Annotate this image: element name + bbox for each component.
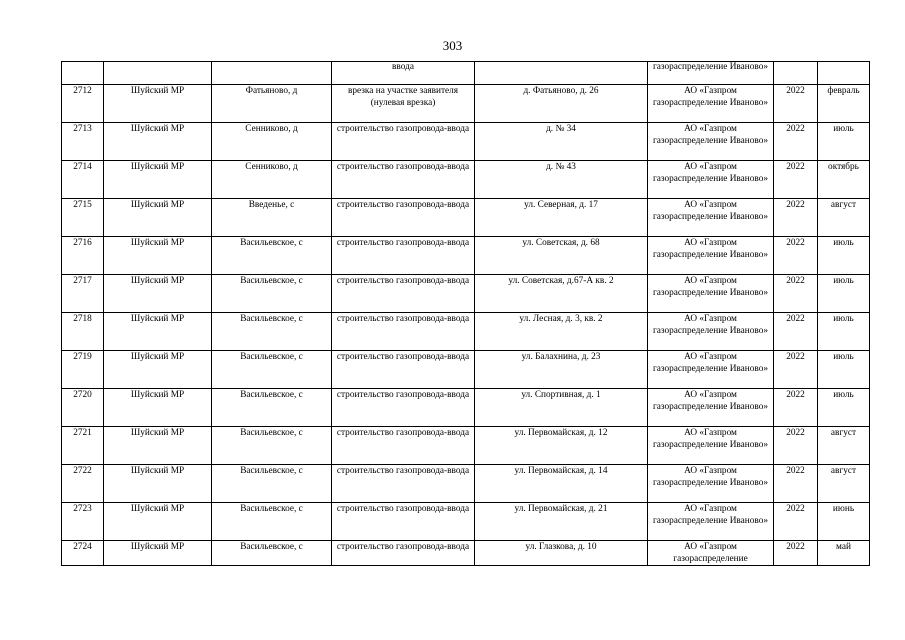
cell-district — [104, 62, 212, 85]
cell-year: 2022 — [774, 541, 818, 566]
cell-work-type: строительство газопровода-ввода — [332, 427, 475, 465]
table-row — [62, 427, 870, 465]
table-row — [62, 465, 870, 503]
cell-work-type: строительство газопровода-ввода — [332, 237, 475, 275]
cell-district: Шуйский МР — [104, 427, 212, 465]
cell-work-type: строительство газопровода-ввода — [332, 275, 475, 313]
cell-locality: Сенниково, д — [212, 123, 332, 161]
cell-address: ул. Северная, д. 17 — [475, 199, 648, 237]
cell-work-type: врезка на участке заявителя (нулевая врезка) — [332, 85, 475, 123]
cell-num: 2715 — [62, 199, 104, 237]
table-row — [62, 275, 870, 313]
cell-year: 2022 — [774, 503, 818, 541]
cell-district: Шуйский МР — [104, 275, 212, 313]
cell-num: 2714 — [62, 161, 104, 199]
cell-org: АО «Газпром газораспределение Иваново» — [648, 389, 774, 427]
cell-month: февраль — [818, 85, 870, 123]
cell-address — [475, 62, 648, 85]
cell-month: август — [818, 199, 870, 237]
table-row — [62, 541, 870, 566]
cell-org: АО «Газпром газораспределение Иваново» — [648, 199, 774, 237]
table-row — [62, 351, 870, 389]
cell-org: газораспределение Иваново» — [648, 62, 774, 85]
cell-org: АО «Газпром газораспределение Иваново» — [648, 275, 774, 313]
cell-month: июль — [818, 313, 870, 351]
table-body — [62, 62, 870, 566]
cell-address: ул. Глазкова, д. 10 — [475, 541, 648, 566]
cell-district: Шуйский МР — [104, 503, 212, 541]
cell-month: июль — [818, 123, 870, 161]
cell-work-type: строительство газопровода-ввода — [332, 123, 475, 161]
table-row-continuation — [62, 62, 870, 85]
cell-year: 2022 — [774, 123, 818, 161]
cell-address: д. № 43 — [475, 161, 648, 199]
cell-org: АО «Газпром газораспределение Иваново» — [648, 313, 774, 351]
cell-work-type: строительство газопровода-ввода — [332, 503, 475, 541]
cell-address: ул. Советская, д.67-А кв. 2 — [475, 275, 648, 313]
cell-num: 2712 — [62, 85, 104, 123]
cell-num: 2723 — [62, 503, 104, 541]
cell-year — [774, 62, 818, 85]
cell-address: ул. Балахнина, д. 23 — [475, 351, 648, 389]
cell-org: АО «Газпром газораспределение — [648, 541, 774, 566]
cell-year: 2022 — [774, 427, 818, 465]
table-row — [62, 161, 870, 199]
cell-locality: Васильевское, с — [212, 465, 332, 503]
cell-num: 2717 — [62, 275, 104, 313]
cell-num: 2719 — [62, 351, 104, 389]
cell-work-type: ввода — [332, 62, 475, 85]
cell-address: д. Фатьяново, д. 26 — [475, 85, 648, 123]
table-row — [62, 85, 870, 123]
cell-locality: Васильевское, с — [212, 503, 332, 541]
cell-num: 2713 — [62, 123, 104, 161]
cell-org: АО «Газпром газораспределение Иваново» — [648, 85, 774, 123]
page-number: 303 — [442, 38, 463, 53]
cell-address: д. № 34 — [475, 123, 648, 161]
cell-work-type: строительство газопровода-ввода — [332, 465, 475, 503]
cell-district: Шуйский МР — [104, 465, 212, 503]
cell-address: ул. Спортивная, д. 1 — [475, 389, 648, 427]
table-row — [62, 503, 870, 541]
cell-district: Шуйский МР — [104, 199, 212, 237]
cell-work-type: строительство газопровода-ввода — [332, 389, 475, 427]
cell-locality: Васильевское, с — [212, 275, 332, 313]
cell-num: 2720 — [62, 389, 104, 427]
cell-year: 2022 — [774, 313, 818, 351]
cell-district: Шуйский МР — [104, 123, 212, 161]
cell-district: Шуйский МР — [104, 161, 212, 199]
cell-month: август — [818, 465, 870, 503]
cell-year: 2022 — [774, 85, 818, 123]
cell-year: 2022 — [774, 199, 818, 237]
cell-year: 2022 — [774, 465, 818, 503]
cell-address: ул. Первомайская, д. 14 — [475, 465, 648, 503]
table-row — [62, 123, 870, 161]
cell-year: 2022 — [774, 161, 818, 199]
cell-num: 2721 — [62, 427, 104, 465]
cell-num: 2722 — [62, 465, 104, 503]
cell-locality: Васильевское, с — [212, 237, 332, 275]
cell-month: июль — [818, 351, 870, 389]
cell-month: июль — [818, 389, 870, 427]
cell-work-type: строительство газопровода-ввода — [332, 541, 475, 566]
cell-org: АО «Газпром газораспределение Иваново» — [648, 503, 774, 541]
cell-locality: Васильевское, с — [212, 313, 332, 351]
cell-month: июнь — [818, 503, 870, 541]
cell-district: Шуйский МР — [104, 541, 212, 566]
cell-month: октябрь — [818, 161, 870, 199]
cell-month: май — [818, 541, 870, 566]
cell-district: Шуйский МР — [104, 389, 212, 427]
cell-num: 2718 — [62, 313, 104, 351]
cell-district: Шуйский МР — [104, 85, 212, 123]
table-row — [62, 389, 870, 427]
cell-locality: Введенье, с — [212, 199, 332, 237]
cell-org: АО «Газпром газораспределение Иваново» — [648, 427, 774, 465]
cell-month — [818, 62, 870, 85]
cell-locality: Васильевское, с — [212, 389, 332, 427]
cell-locality: Васильевское, с — [212, 541, 332, 566]
cell-month: август — [818, 427, 870, 465]
table-row — [62, 313, 870, 351]
cell-district: Шуйский МР — [104, 351, 212, 389]
cell-month: июль — [818, 275, 870, 313]
gasification-schedule-table — [61, 61, 870, 566]
cell-year: 2022 — [774, 237, 818, 275]
cell-month: июль — [818, 237, 870, 275]
cell-year: 2022 — [774, 275, 818, 313]
cell-locality — [212, 62, 332, 85]
cell-org: АО «Газпром газораспределение Иваново» — [648, 465, 774, 503]
cell-address: ул. Первомайская, д. 21 — [475, 503, 648, 541]
cell-district: Шуйский МР — [104, 313, 212, 351]
cell-locality: Васильевское, с — [212, 427, 332, 465]
table-row — [62, 237, 870, 275]
cell-org: АО «Газпром газораспределение Иваново» — [648, 161, 774, 199]
cell-work-type: строительство газопровода-ввода — [332, 199, 475, 237]
cell-num: 2724 — [62, 541, 104, 566]
cell-org: АО «Газпром газораспределение Иваново» — [648, 351, 774, 389]
cell-locality: Фатьяново, д — [212, 85, 332, 123]
cell-address: ул. Лесная, д. 3, кв. 2 — [475, 313, 648, 351]
cell-work-type: строительство газопровода-ввода — [332, 313, 475, 351]
cell-locality: Сенниково, д — [212, 161, 332, 199]
cell-org: АО «Газпром газораспределение Иваново» — [648, 123, 774, 161]
cell-num — [62, 62, 104, 85]
cell-address: ул. Советская, д. 68 — [475, 237, 648, 275]
cell-year: 2022 — [774, 351, 818, 389]
cell-org: АО «Газпром газораспределение Иваново» — [648, 237, 774, 275]
cell-address: ул. Первомайская, д. 12 — [475, 427, 648, 465]
table-row — [62, 199, 870, 237]
cell-locality: Васильевское, с — [212, 351, 332, 389]
cell-district: Шуйский МР — [104, 237, 212, 275]
cell-work-type: строительство газопровода-ввода — [332, 161, 475, 199]
cell-num: 2716 — [62, 237, 104, 275]
cell-year: 2022 — [774, 389, 818, 427]
cell-work-type: строительство газопровода-ввода — [332, 351, 475, 389]
